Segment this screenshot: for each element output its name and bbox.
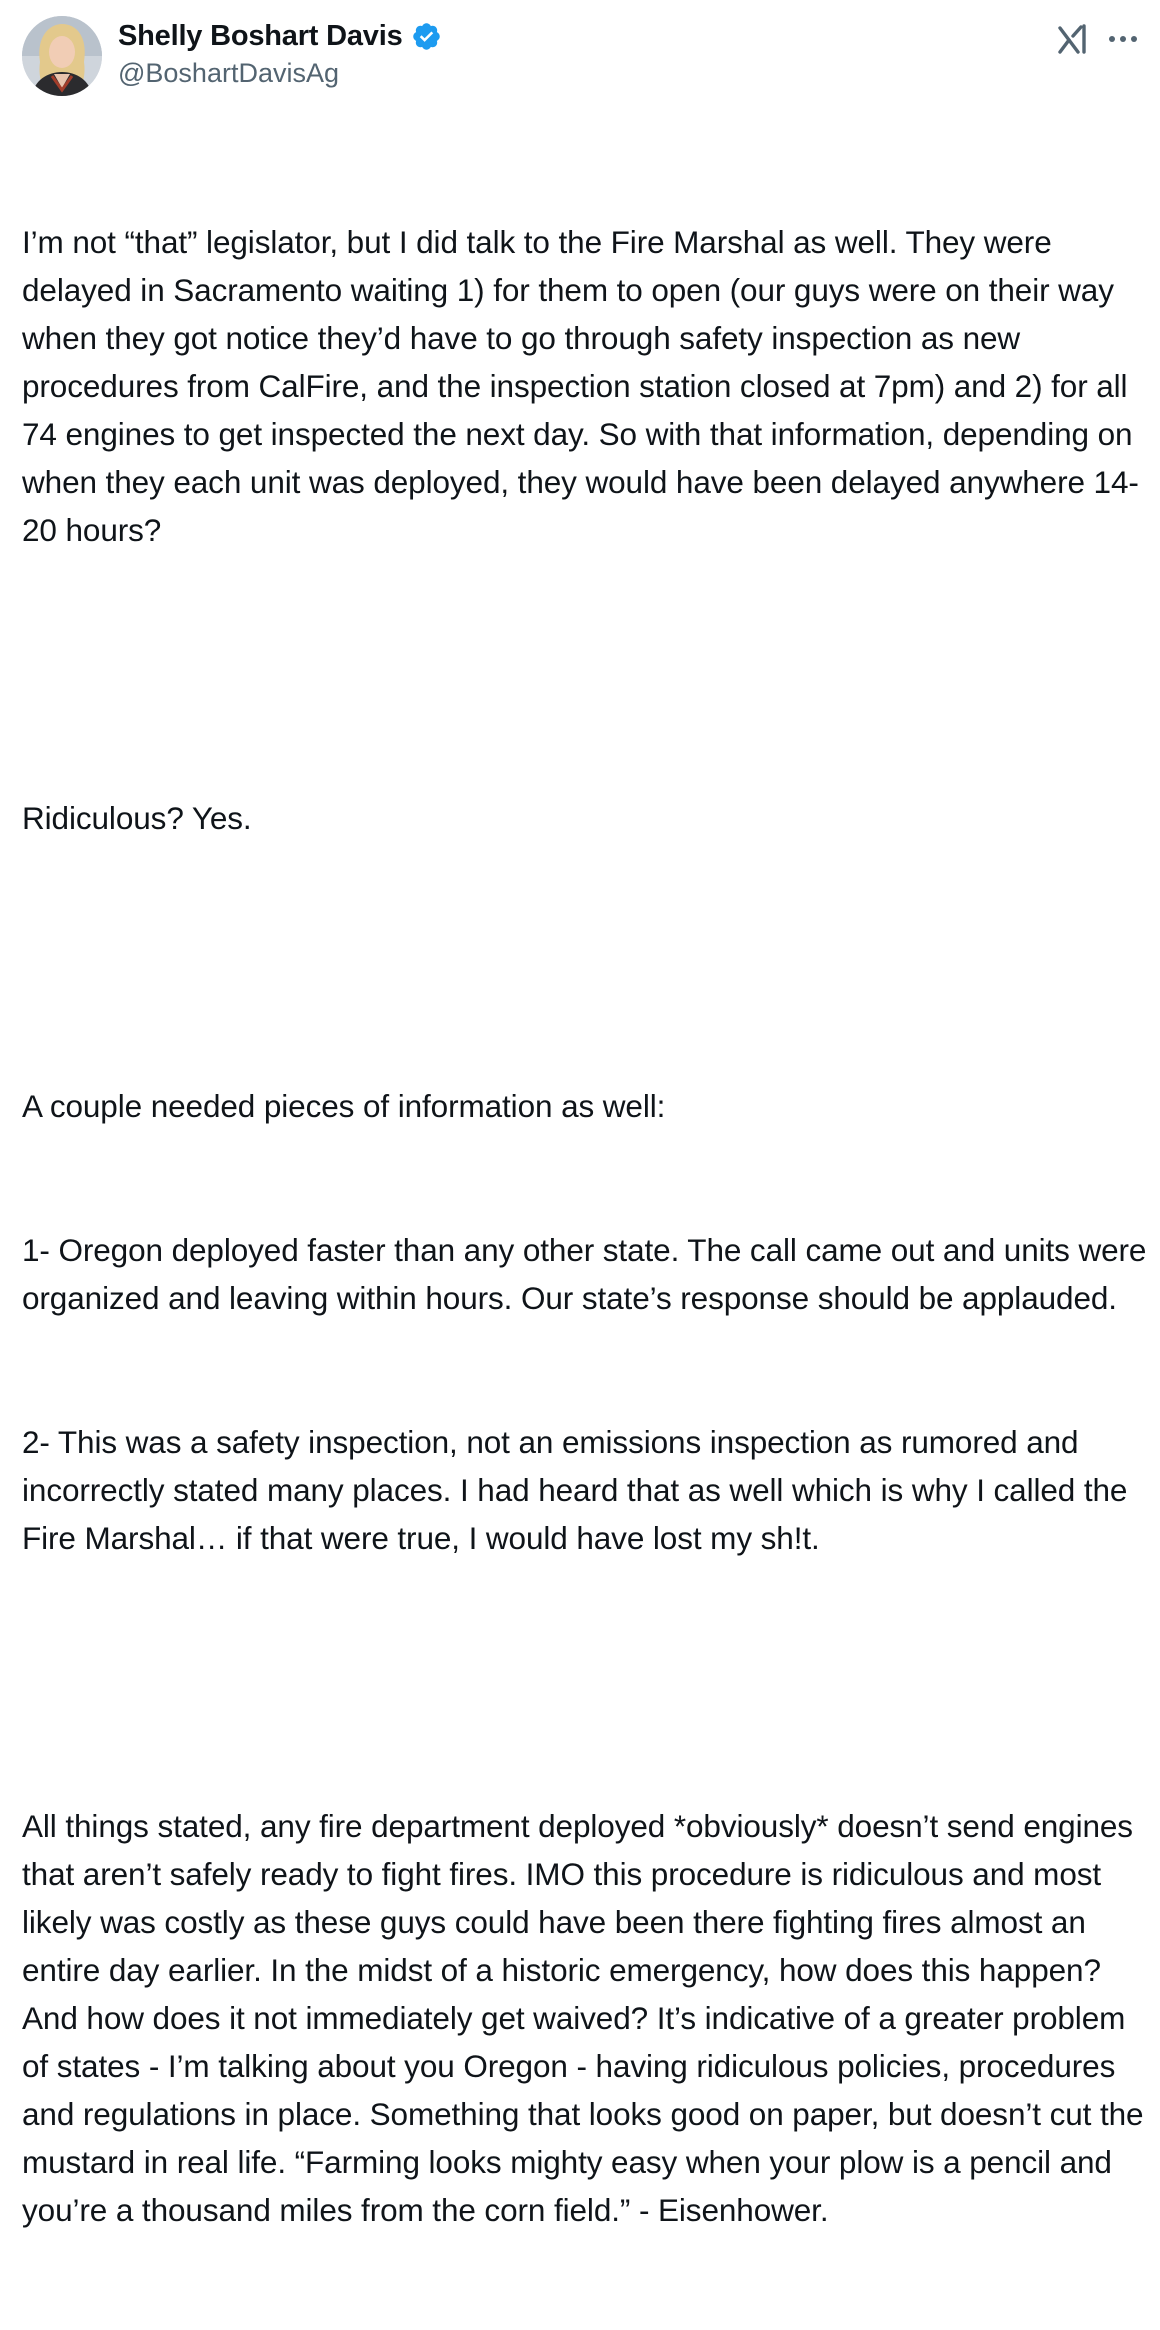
- tweet-list-item-2: 2- This was a safety inspection, not an emissions inspection as rumored and incorrectly stated many places. I had heard that as well which is why I called the Fire Marshal… if that were true, I would have lost my sh!t.: [22, 1424, 1137, 1556]
- display-name-row: [118, 18, 442, 54]
- grok-icon[interactable]: [1054, 22, 1090, 56]
- author-info: [118, 18, 442, 89]
- tweet-paragraph-3-intro: A couple needed pieces of information as well:: [22, 1088, 666, 1124]
- tweet-paragraph-2: Ridiculous? Yes.: [22, 800, 252, 836]
- handle[interactable]: @BoshartDavisAg: [118, 58, 339, 88]
- tweet-header: [22, 14, 1140, 96]
- more-dots-icon[interactable]: [1106, 22, 1140, 56]
- tweet-list-item-1: 1- Oregon deployed faster than any other state. The call came out and units were organized and leaving within hours. Our state’s response should be applauded.: [22, 1232, 1155, 1316]
- avatar[interactable]: [22, 16, 102, 96]
- header-actions: [1054, 22, 1140, 56]
- tweet-paragraph-4: All things stated, any fire department deployed *obviously* doesn’t send engines that aren’t safely ready to fight fires. IMO this procedure is ridiculous and most likely was costly as these guys could have been there fighting fires almost an entire day earlier. In the midst of a historic emergency, how does this happen? And how does it not immediately get waived? It’s indicative of a greater problem of states - I’m talking about you Oregon - having ridiculous policies, procedures and regulations in place. Something that looks good on paper, but doesn’t cut the mustard in real life. “Farming looks mighty easy when your plow is a pencil and you’re a thousand miles from the corn field.” - Eisenhower.: [22, 1808, 1153, 2228]
- display-name[interactable]: Shelly Boshart Davis: [118, 19, 403, 52]
- tweet-text: [22, 122, 1155, 2330]
- verified-badge-icon[interactable]: [411, 21, 442, 52]
- tweet-paragraph-1: I’m not “that” legislator, but I did talk to the Fire Marshal as well. They were delayed in Sacramento waiting 1) for them to open (our guys were on their way when they got notice they’d have to go through safety inspection as new procedures from CalFire, and the inspection station closed at 7pm) and 2) for all 74 engines to get inspected the next day. So with that information, depending on when they each unit was deployed, they would have been delayed anywhere 14-20 hours?: [22, 224, 1142, 548]
- profile-photo: [22, 16, 102, 96]
